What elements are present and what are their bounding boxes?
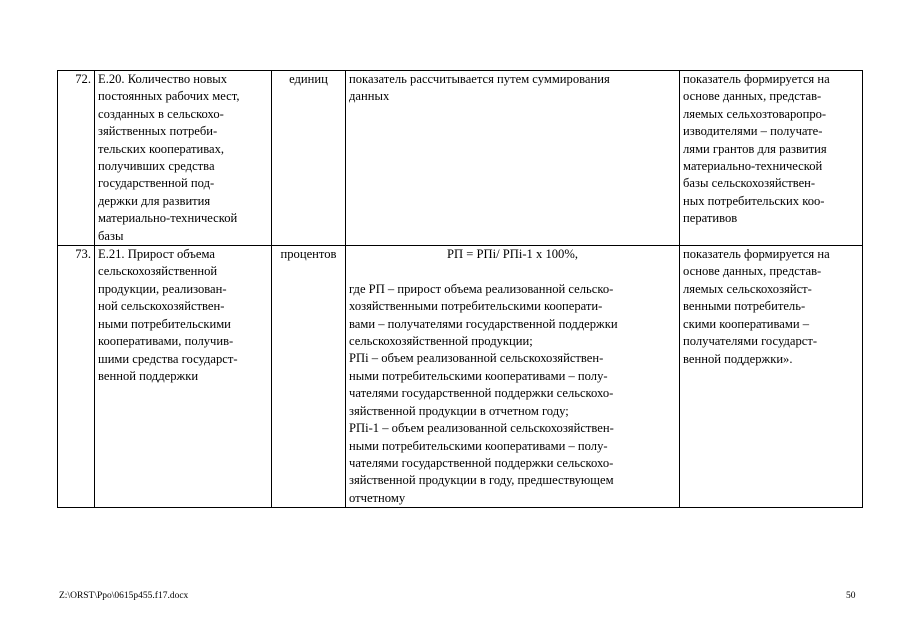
text-line: где РП – прирост объема реализованной сельско-	[349, 281, 614, 296]
text-line: ных потребительских коо-	[683, 193, 825, 208]
text-line: венной поддержки	[98, 368, 199, 383]
text-line: государственной под-	[98, 176, 215, 191]
text-line: зяйственных потреби-	[98, 124, 218, 139]
row-number: 73.	[58, 246, 95, 508]
text-line: ными потребительскими кооперативами – полу-	[349, 438, 608, 453]
text-line: изводителями – получате-	[683, 124, 823, 139]
text-line: базы	[98, 228, 124, 243]
text-line: сельскохозяйственной	[98, 264, 218, 279]
text-line: созданных в сельскохо-	[98, 106, 224, 121]
text-line: перативов	[683, 211, 738, 226]
unit-of-measure: процентов	[272, 246, 346, 508]
indicator-table	[57, 70, 863, 508]
text-line: основе данных, представ-	[683, 264, 822, 279]
text-line: лями грантов для развития	[683, 141, 827, 156]
row-number: 72.	[58, 71, 95, 246]
footer-page-number: 50	[846, 591, 856, 601]
text-line: данных	[349, 89, 390, 104]
text-line: Е.21. Прирост объема	[98, 247, 215, 262]
indicator-name	[95, 246, 272, 508]
text-line: кооперативами, получив-	[98, 334, 234, 349]
text-line: материально-технической	[683, 159, 823, 174]
calculation-method	[346, 71, 680, 246]
text-line: показатель формируется на	[683, 72, 830, 86]
text-line: венной поддержки».	[683, 351, 793, 366]
text-line: держки для развития	[98, 193, 211, 208]
text-line: базы сельскохозяйствен-	[683, 176, 816, 191]
text-line: шими средства государст-	[98, 351, 238, 366]
text-line: материально-технической	[98, 211, 238, 226]
text-line: ляемых сельскохозяйст-	[683, 281, 812, 296]
text-line: ными потребительскими кооперативами – полу-	[349, 368, 608, 383]
text-line: получивших средства	[98, 159, 215, 174]
footer-file-path: Z:\ORST\Ppo\0615p455.f17.docx	[59, 591, 189, 601]
text-line: вами – получателями государственной поддержки	[349, 316, 618, 331]
text-line: продукции, реализован-	[98, 281, 227, 296]
text-line: венными потребитель-	[683, 299, 806, 314]
text-line: хозяйственными потребительскими кооперати-	[349, 299, 603, 314]
text-line: тельских кооперативах,	[98, 141, 225, 156]
text-line: зяйственной продукции в отчетном году;	[349, 403, 569, 418]
blank-line	[349, 263, 676, 280]
text-line: скими кооперативами –	[683, 316, 810, 331]
text-line: ными потребительскими	[98, 316, 231, 331]
calculation-method	[346, 246, 680, 508]
text-line: РПi-1 – объем реализованной сельскохозяйствен-	[349, 421, 614, 436]
table-row	[58, 71, 863, 246]
data-source	[680, 71, 863, 246]
text-line: ляемых сельхозтоваропро-	[683, 106, 827, 121]
indicator-name	[95, 71, 272, 246]
text-line: показатель рассчитывается путем суммирования	[349, 72, 610, 86]
text-line: показатель формируется на	[683, 247, 830, 262]
text-line: ной сельскохозяйствен-	[98, 299, 225, 314]
text-line: основе данных, представ-	[683, 89, 822, 104]
formula: РП = РПi/ РПi-1 x 100%,	[447, 247, 578, 262]
text-line: сельскохозяйственной продукции;	[349, 334, 533, 349]
text-line: Е.20. Количество новых	[98, 72, 228, 86]
text-line: зяйственной продукции в году, предшествующем	[349, 473, 614, 488]
table-row	[58, 246, 863, 508]
data-source	[680, 246, 863, 508]
text-line: получателями государст-	[683, 334, 818, 349]
text-line: постоянных рабочих мест,	[98, 89, 240, 104]
text-line: РПi – объем реализованной сельскохозяйствен-	[349, 351, 604, 366]
unit-of-measure: единиц	[272, 71, 346, 246]
text-line: чателями государственной поддержки сельскохо-	[349, 386, 614, 401]
text-line: чателями государственной поддержки сельскохо-	[349, 455, 614, 470]
text-line: отчетному	[349, 490, 406, 505]
